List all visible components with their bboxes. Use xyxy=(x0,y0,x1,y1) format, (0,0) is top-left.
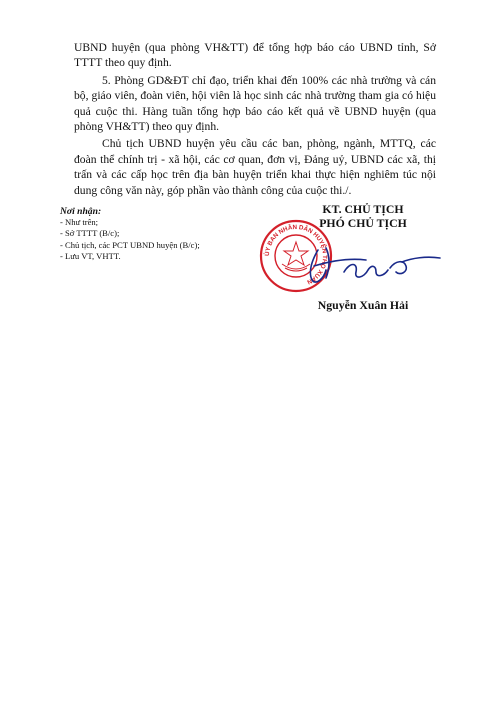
paragraph-closing: Chủ tịch UBND huyện yêu cầu các ban, phòng, ngành, MTTQ, các đoàn thể chính trị - xã hội, các cơ quan, đơn vị, Đảng uỷ, UBND các xã, thị trấn và các cấp học trên địa bàn huyện triển khai thực hiện nghiêm túc nội dung công văn này, góp phần vào thành công của cuộc thi./. xyxy=(74,137,436,197)
recipients-heading: Nơi nhận: xyxy=(60,206,102,217)
handwritten-signature-icon xyxy=(296,232,446,292)
paragraph-continuation: UBND huyện (qua phòng VH&TT) để tổng hợp báo cáo UBND tỉnh, Sở TTTT theo quy định. xyxy=(74,41,436,70)
paragraph-item-5: 5. Phòng GD&ĐT chỉ đạo, triển khai đến 100% các nhà trường và cán bộ, giáo viên, đoàn viên, hội viên là học sinh các nhà trường tham gia có hiệu quả cuộc thi. Hàng tuần tổng hợp báo cáo kết quả về UBND huyện (qua phòng VH&TT) theo quy định. xyxy=(74,73,436,134)
document-body xyxy=(74,40,436,198)
recipient-item: - Như trên; xyxy=(60,217,99,228)
seal-text: ỦY BAN NHÂN DÂN HUYỆN THỌ XUÂN xyxy=(263,223,329,286)
signer-title-line1: KT. CHỦ TỊCH xyxy=(322,202,404,216)
signer-name: Nguyễn Xuân Hải xyxy=(317,298,409,312)
recipients-block xyxy=(60,206,260,262)
recipient-item: - Chủ tịch, các PCT UBND huyện (B/c); xyxy=(60,239,200,250)
signer-title-line2: PHÓ CHỦ TỊCH xyxy=(319,216,407,230)
recipient-item: - Sở TTTT (B/c); xyxy=(60,228,120,239)
recipient-item: - Lưu VT, VHTT. xyxy=(60,250,121,261)
